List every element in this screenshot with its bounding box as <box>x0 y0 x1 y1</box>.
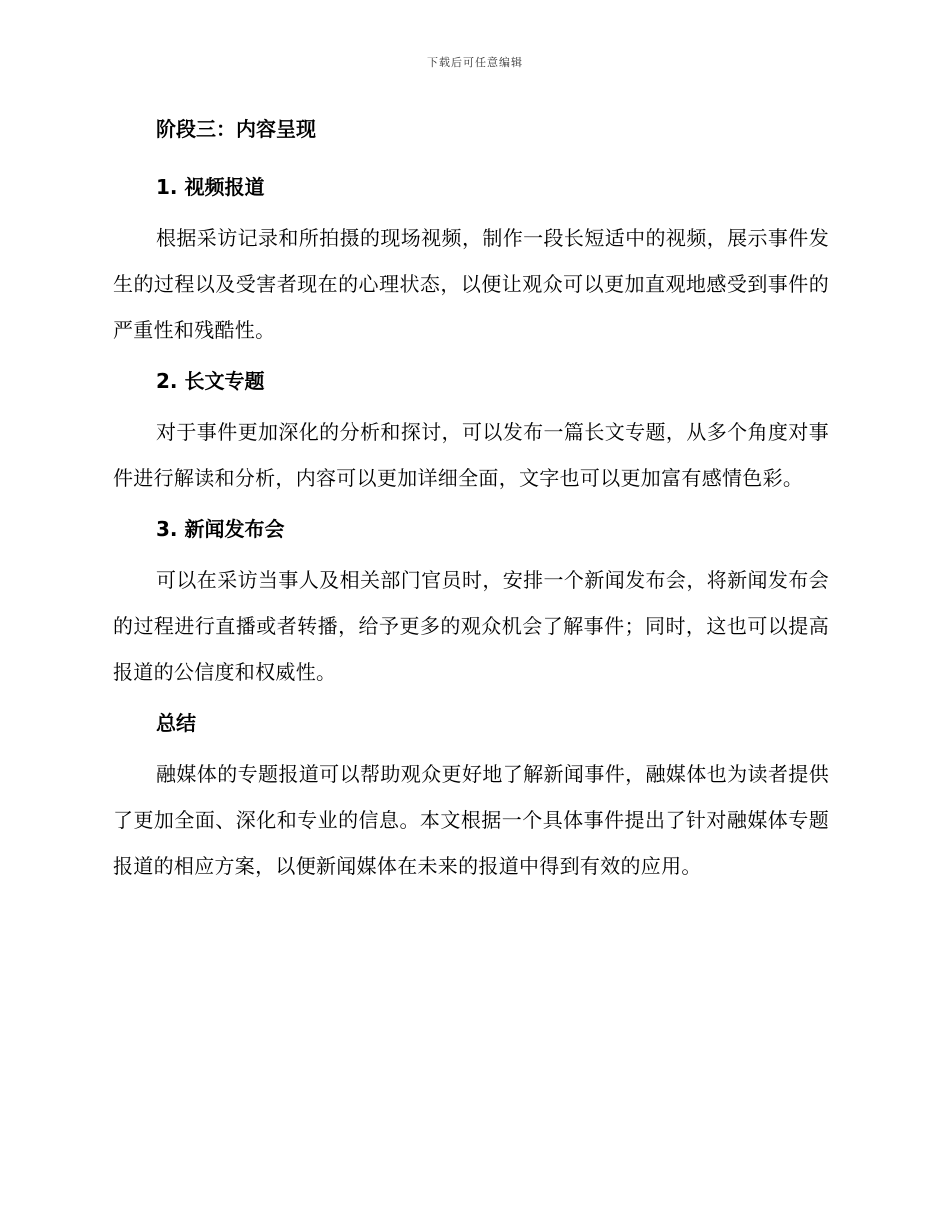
section-body-press-conference: 可以在采访当事人及相关部门官员时，安排一个新闻发布会，将新闻发布会的过程进行直播或者转播，给予更多的观众机会了解事件；同时，这也可以提高报道的公信度和权威性。 <box>113 568 829 684</box>
section-heading-video: 1. 视频报道 <box>156 175 265 199</box>
header-note: 下载后可任意编辑 <box>427 56 523 69</box>
document-body <box>113 113 829 889</box>
summary-heading: 总结 <box>156 711 196 735</box>
section-body-video: 根据采访记录和所拍摄的现场视频，制作一段长短适中的视频，展示事件发生的过程以及受害者现在的心理状态，以便让观众可以更加直观地感受到事件的严重性和残酷性。 <box>113 226 829 342</box>
section-heading-press-conference: 3. 新闻发布会 <box>156 517 285 541</box>
section-body-longform: 对于事件更加深化的分析和探讨，可以发布一篇长文专题，从多个角度对事件进行解读和分析，内容可以更加详细全面，文字也可以更加富有感情色彩。 <box>113 420 829 490</box>
summary-body: 融媒体的专题报道可以帮助观众更好地了解新闻事件，融媒体也为读者提供了更加全面、深化和专业的信息。本文根据一个具体事件提出了针对融媒体专题报道的相应方案，以便新闻媒体在未来的报道中得到有效的应用。 <box>113 762 829 878</box>
section-heading-longform: 2. 长文专题 <box>156 369 265 393</box>
stage-heading: 阶段三：内容呈现 <box>156 117 316 141</box>
